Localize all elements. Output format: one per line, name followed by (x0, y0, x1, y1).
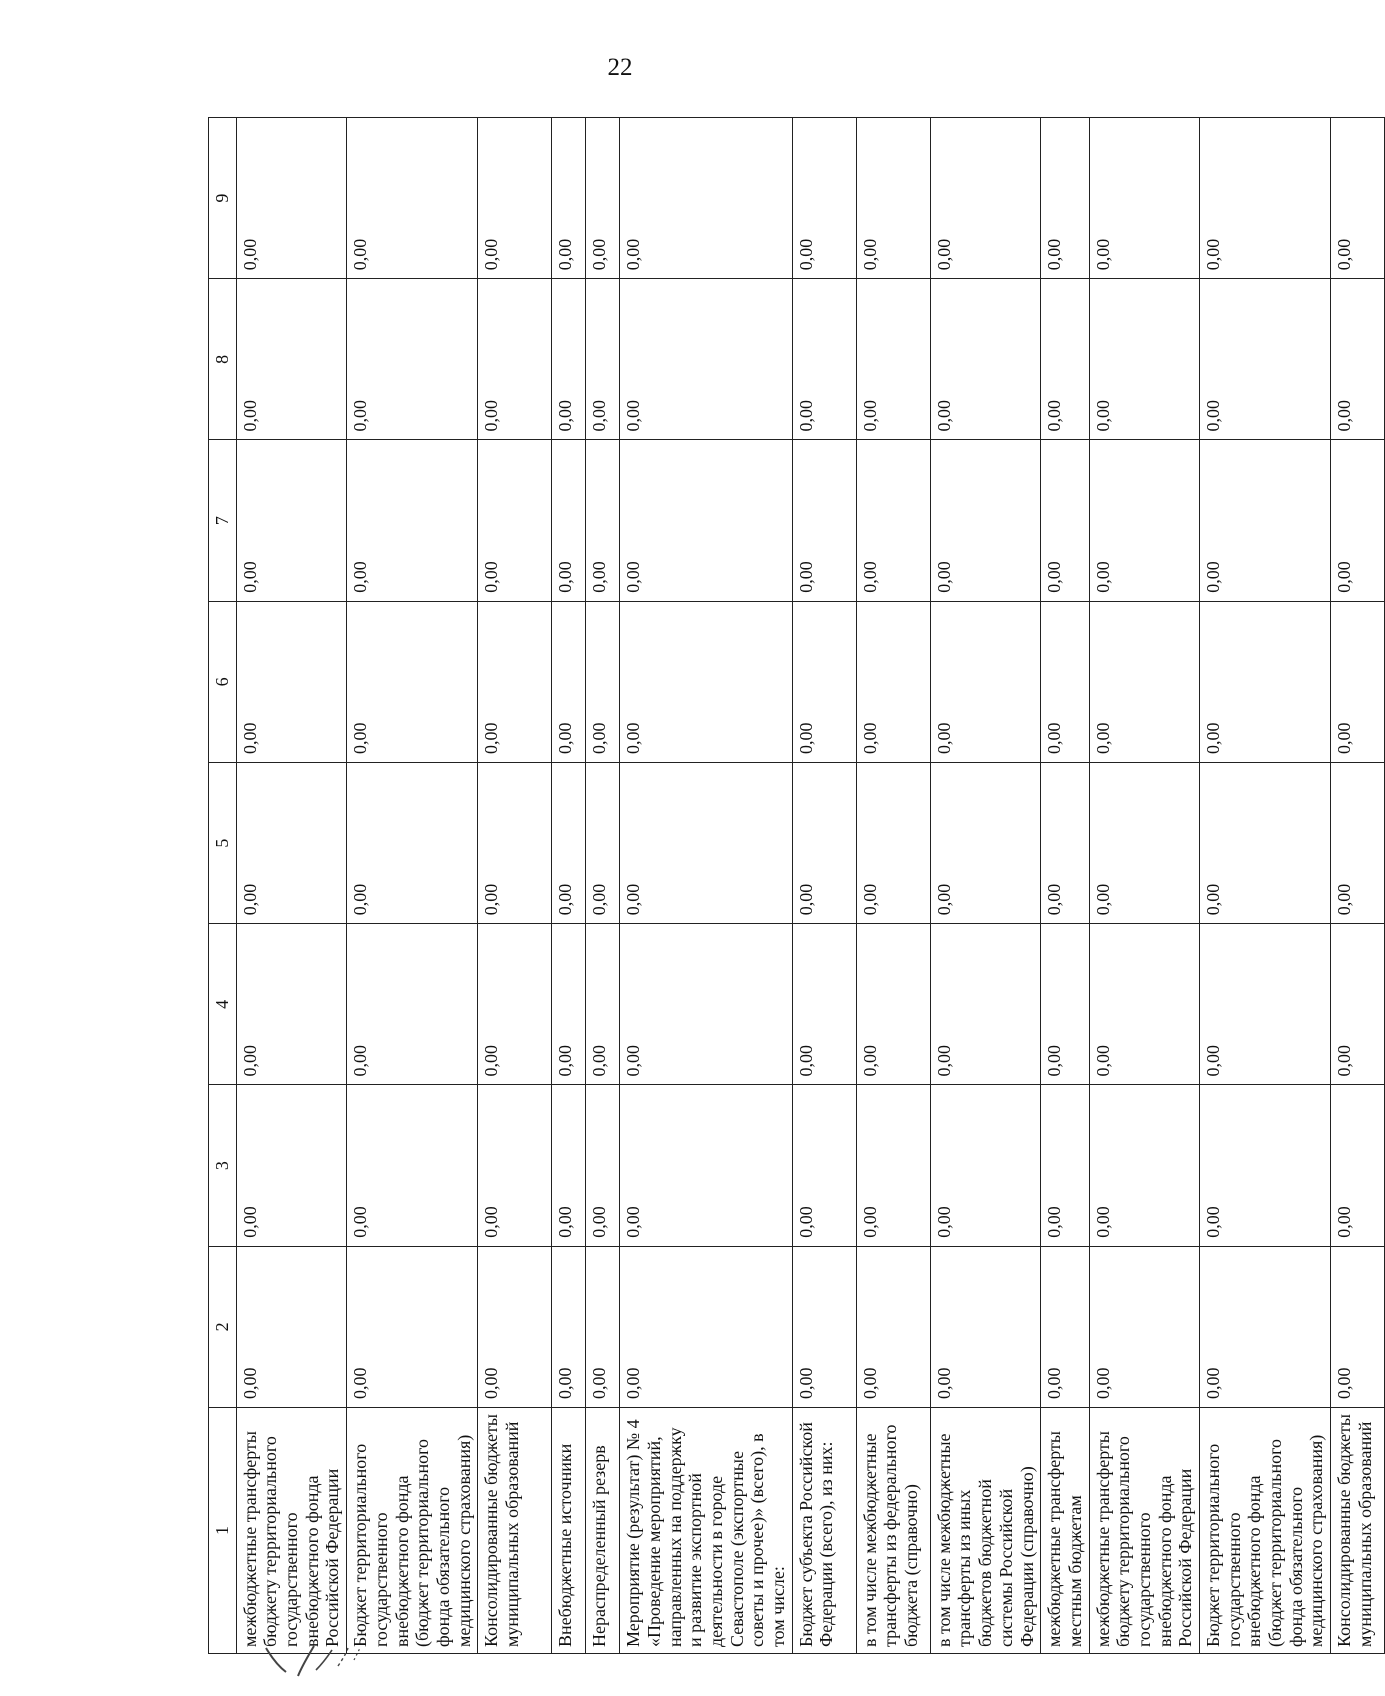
table-cell-value: 0,00 (1041, 1246, 1089, 1407)
table-cell-value: 0,00 (792, 440, 856, 601)
table-cell-value: 0,00 (478, 601, 552, 762)
table-row (1331, 118, 1385, 1654)
table-cell-value: 0,00 (856, 279, 930, 440)
table-cell-value: 0,00 (930, 440, 1040, 601)
table-cell-value: 0,00 (586, 763, 620, 924)
table-row (856, 118, 930, 1654)
table-cell-value: 0,00 (552, 118, 586, 279)
table-cell-value: 0,00 (478, 763, 552, 924)
table-cell-value: 0,00 (478, 118, 552, 279)
table-cell-value: 0,00 (586, 601, 620, 762)
row-label: межбюджетные трансферты бюджету территориального государственного внебюджетного фонда Российской Федерации (1089, 1408, 1199, 1654)
column-header: 7 (209, 440, 237, 601)
table-cell-value: 0,00 (1089, 1085, 1199, 1246)
table-cell-value: 0,00 (1200, 118, 1331, 279)
handwritten-mark-icon (258, 1636, 378, 1686)
table-cell-value: 0,00 (856, 601, 930, 762)
table-cell-value: 0,00 (236, 1085, 346, 1246)
table-cell-value: 0,00 (620, 118, 793, 279)
row-label: межбюджетные трансферты местным бюджетам (1041, 1408, 1089, 1654)
row-label: Внебюджетные источники (552, 1408, 586, 1654)
row-label: Нераспределенный резерв (586, 1408, 620, 1654)
table-header-row (209, 118, 237, 1654)
table-cell-value: 0,00 (347, 763, 478, 924)
rotated-table-wrapper (208, 118, 1375, 1654)
table-cell-value: 0,00 (856, 118, 930, 279)
table-cell-value: 0,00 (1200, 279, 1331, 440)
table-cell-value: 0,00 (236, 440, 346, 601)
table-cell-value: 0,00 (1331, 763, 1385, 924)
row-label: Бюджет территориального государственного внебюджетного фонда (бюджет территориального фонда обязательного медицинского страхования) (1200, 1408, 1331, 1654)
table-cell-value: 0,00 (236, 601, 346, 762)
table-cell-value: 0,00 (552, 279, 586, 440)
column-header: 8 (209, 279, 237, 440)
table-cell-value: 0,00 (236, 118, 346, 279)
column-header: 5 (209, 763, 237, 924)
column-header: 3 (209, 1085, 237, 1246)
table-cell-value: 0,00 (792, 118, 856, 279)
table-cell-value: 0,00 (620, 440, 793, 601)
table-row (347, 118, 478, 1654)
table-cell-value: 0,00 (930, 601, 1040, 762)
table-cell-value: 0,00 (792, 279, 856, 440)
table-cell-value: 0,00 (586, 118, 620, 279)
table-cell-value: 0,00 (347, 1246, 478, 1407)
table-cell-value: 0,00 (1041, 763, 1089, 924)
table-cell-value: 0,00 (792, 763, 856, 924)
table-cell-value: 0,00 (1041, 118, 1089, 279)
table-cell-value: 0,00 (930, 118, 1040, 279)
row-label: Мероприятие (результат) № 4 «Проведение мероприятий, направленных на поддержку и развитие экспортной деятельности в городе Севастополе (экспортные советы и прочее)» (всего), в том числе: (620, 1408, 793, 1654)
table-cell-value: 0,00 (930, 924, 1040, 1085)
table-body (236, 118, 1384, 1654)
table-row (620, 118, 793, 1654)
table-cell-value: 0,00 (552, 440, 586, 601)
table-cell-value: 0,00 (552, 763, 586, 924)
column-header: 2 (209, 1246, 237, 1407)
table-cell-value: 0,00 (552, 1085, 586, 1246)
table-cell-value: 0,00 (1200, 440, 1331, 601)
column-header: 1 (209, 1408, 237, 1654)
table-cell-value: 0,00 (620, 601, 793, 762)
row-label: Консолидированные бюджеты муниципальных образований (1331, 1408, 1385, 1654)
table-cell-value: 0,00 (586, 279, 620, 440)
table-cell-value: 0,00 (1200, 763, 1331, 924)
table-cell-value: 0,00 (1089, 440, 1199, 601)
table-cell-value: 0,00 (620, 763, 793, 924)
table-cell-value: 0,00 (1089, 924, 1199, 1085)
table-cell-value: 0,00 (586, 924, 620, 1085)
row-label: в том числе межбюджетные трансферты из иных бюджетов бюджетной системы Российской Федерации (справочно) (930, 1408, 1040, 1654)
table-cell-value: 0,00 (552, 924, 586, 1085)
table-cell-value: 0,00 (1041, 601, 1089, 762)
table-cell-value: 0,00 (930, 763, 1040, 924)
row-label: Бюджет субъекта Российской Федерации (всего), из них: (792, 1408, 856, 1654)
table-cell-value: 0,00 (856, 440, 930, 601)
table-cell-value: 0,00 (1089, 601, 1199, 762)
table-cell-value: 0,00 (930, 279, 1040, 440)
table-cell-value: 0,00 (586, 440, 620, 601)
budget-table (208, 117, 1385, 1654)
table-row (930, 118, 1040, 1654)
column-header: 4 (209, 924, 237, 1085)
table-cell-value: 0,00 (1041, 440, 1089, 601)
table-cell-value: 0,00 (856, 1246, 930, 1407)
table-cell-value: 0,00 (478, 279, 552, 440)
table-row (478, 118, 552, 1654)
table-cell-value: 0,00 (1041, 924, 1089, 1085)
table-cell-value: 0,00 (236, 1246, 346, 1407)
table-row (586, 118, 620, 1654)
table-cell-value: 0,00 (792, 601, 856, 762)
table-cell-value: 0,00 (478, 1246, 552, 1407)
table-cell-value: 0,00 (586, 1085, 620, 1246)
table-cell-value: 0,00 (792, 924, 856, 1085)
table-cell-value: 0,00 (1200, 924, 1331, 1085)
table-cell-value: 0,00 (347, 118, 478, 279)
row-label: Консолидированные бюджеты муниципальных образований (478, 1408, 552, 1654)
table-cell-value: 0,00 (347, 924, 478, 1085)
table-cell-value: 0,00 (347, 1085, 478, 1246)
table-cell-value: 0,00 (620, 1246, 793, 1407)
table-cell-value: 0,00 (856, 763, 930, 924)
table-cell-value: 0,00 (478, 924, 552, 1085)
table-cell-value: 0,00 (620, 1085, 793, 1246)
table-cell-value: 0,00 (1089, 763, 1199, 924)
table-row (1200, 118, 1331, 1654)
table-cell-value: 0,00 (930, 1246, 1040, 1407)
table-cell-value: 0,00 (552, 601, 586, 762)
table-cell-value: 0,00 (347, 601, 478, 762)
table-cell-value: 0,00 (856, 1085, 930, 1246)
table-cell-value: 0,00 (1089, 279, 1199, 440)
row-label: межбюджетные трансферты бюджету территориального государственного внебюджетного фонда Российской Федерации (236, 1408, 346, 1654)
table-cell-value: 0,00 (620, 924, 793, 1085)
table-cell-value: 0,00 (1331, 1246, 1385, 1407)
table-cell-value: 0,00 (792, 1246, 856, 1407)
table-cell-value: 0,00 (478, 1085, 552, 1246)
table-row (1089, 118, 1199, 1654)
page-number: 22 (607, 54, 633, 81)
table-cell-value: 0,00 (1200, 601, 1331, 762)
column-header: 9 (209, 118, 237, 279)
table-cell-value: 0,00 (1200, 1246, 1331, 1407)
table-cell-value: 0,00 (586, 1246, 620, 1407)
table-cell-value: 0,00 (1089, 118, 1199, 279)
table-cell-value: 0,00 (1089, 1246, 1199, 1407)
table-cell-value: 0,00 (620, 279, 793, 440)
table-cell-value: 0,00 (792, 1085, 856, 1246)
table-cell-value: 0,00 (1331, 279, 1385, 440)
table-cell-value: 0,00 (856, 924, 930, 1085)
table-cell-value: 0,00 (236, 279, 346, 440)
table-cell-value: 0,00 (1041, 1085, 1089, 1246)
table-cell-value: 0,00 (1331, 924, 1385, 1085)
table-cell-value: 0,00 (930, 1085, 1040, 1246)
table-cell-value: 0,00 (1331, 601, 1385, 762)
row-label: в том числе межбюджетные трансферты из федерального бюджета (справочно) (856, 1408, 930, 1654)
row-label: Бюджет территориального государственного внебюджетного фонда (бюджет территориального фонда обязательного медицинского страхования) (347, 1408, 478, 1654)
table-row (1041, 118, 1089, 1654)
table-cell-value: 0,00 (1331, 440, 1385, 601)
table-row (552, 118, 586, 1654)
table-cell-value: 0,00 (1331, 1085, 1385, 1246)
table-cell-value: 0,00 (552, 1246, 586, 1407)
table-cell-value: 0,00 (1041, 279, 1089, 440)
table-row (792, 118, 856, 1654)
table-row (236, 118, 346, 1654)
table-cell-value: 0,00 (236, 924, 346, 1085)
table-cell-value: 0,00 (347, 440, 478, 601)
table-cell-value: 0,00 (1331, 118, 1385, 279)
column-header: 6 (209, 601, 237, 762)
table-cell-value: 0,00 (478, 440, 552, 601)
table-cell-value: 0,00 (347, 279, 478, 440)
table-cell-value: 0,00 (1200, 1085, 1331, 1246)
table-cell-value: 0,00 (236, 763, 346, 924)
